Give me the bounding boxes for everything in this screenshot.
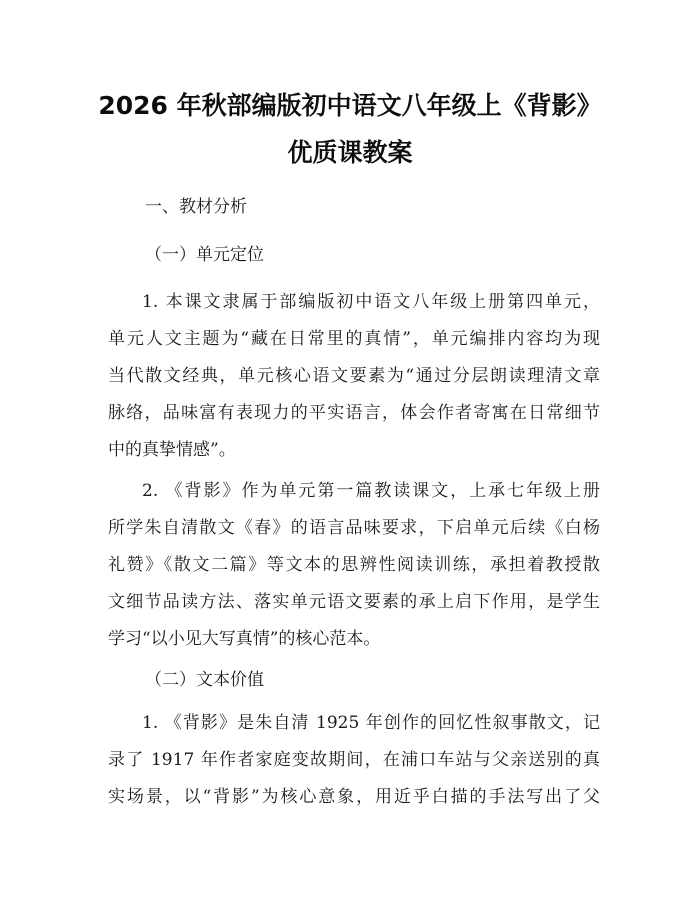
paragraph-text-value-1 — [108, 705, 600, 816]
paragraph-line: 脉络，品味富有表现力的平实语言，体会作者寄寓在日常细节 — [108, 403, 600, 423]
paragraph-line: 所学朱自清散文《春》的语言品味要求，下启单元后续《白杨 — [108, 518, 600, 538]
document-title-line-1: 2026 年秋部编版初中语文八年级上《背影》 — [98, 91, 602, 120]
paragraph-line: 中的真挚情感”。 — [108, 440, 236, 460]
section-heading-textbook-analysis: 一、教材分析 — [145, 197, 247, 217]
paragraph-line: 实场景，以“背影”为核心意象，用近乎白描的手法写出了父 — [108, 787, 600, 807]
subsection-heading-unit-positioning: （一）单元定位 — [145, 245, 264, 265]
paragraph-line: 2. 《背影》作为单元第一篇教读课文，上承七年级上册 — [142, 481, 600, 501]
paragraph-line: 文细节品读方法、落实单元语文要素的承上启下作用，是学生 — [108, 592, 600, 612]
paragraph-line: 单元人文主题为“藏在日常里的真情”，单元编排内容均为现 — [108, 329, 600, 349]
paragraph-unit-positioning-2 — [108, 473, 600, 658]
paragraph-line: 礼赞》《散文二篇》等文本的思辨性阅读训练，承担着教授散 — [108, 555, 600, 575]
paragraph-line: 当代散文经典，单元核心语文要素为“通过分层朗读理清文章 — [108, 366, 600, 386]
paragraph-unit-positioning-1 — [108, 284, 600, 469]
document-title-line-2: 优质课教案 — [287, 138, 413, 167]
paragraph-line: 录了 1917 年作者家庭变故期间，在浦口车站与父亲送别的真 — [108, 750, 600, 770]
paragraph-line: 1. 《背影》是朱自清 1925 年创作的回忆性叙事散文，记 — [142, 713, 600, 733]
paragraph-line: 学习“以小见大写真情”的核心范本。 — [108, 629, 381, 649]
subsection-heading-text-value: （二）文本价值 — [145, 670, 264, 690]
paragraph-line: 1. 本课文隶属于部编版初中语文八年级上册第四单元， — [142, 292, 600, 312]
